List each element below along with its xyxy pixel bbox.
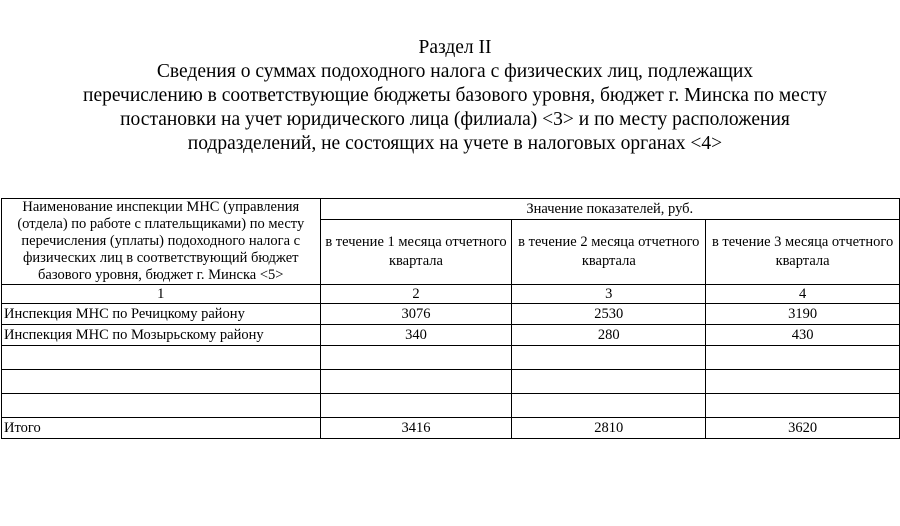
heading-line-2: перечислению в соответствующие бюджеты базового уровня, бюджет г. Минска по месту bbox=[83, 85, 827, 106]
total-row bbox=[2, 418, 900, 439]
section-title: Раздел II bbox=[418, 37, 492, 58]
empty-cell bbox=[512, 394, 706, 418]
total-label: Итого bbox=[2, 418, 321, 439]
empty-cell bbox=[706, 370, 900, 394]
heading-line-4: подразделений, не состоящих на учете в налоговых органах <4> bbox=[187, 133, 723, 154]
row-month-3-value: 3190 bbox=[706, 304, 900, 325]
column-header-month-2: в течение 2 месяца отчетного квартала bbox=[512, 220, 706, 285]
column-number-3: 3 bbox=[512, 285, 706, 304]
section-heading bbox=[0, 36, 900, 156]
table-row bbox=[2, 304, 900, 325]
empty-row bbox=[2, 370, 900, 394]
values-header: Значение показателей, руб. bbox=[320, 199, 899, 220]
total-month-1-value: 3416 bbox=[320, 418, 512, 439]
total-month-2-value: 2810 bbox=[512, 418, 706, 439]
heading-line-1: Сведения о суммах подоходного налога с физических лиц, подлежащих bbox=[156, 61, 754, 82]
empty-cell bbox=[512, 346, 706, 370]
heading-line-3: постановки на учет юридического лица (филиала) <3> и по месту расположения bbox=[120, 109, 790, 130]
empty-cell bbox=[320, 394, 512, 418]
row-month-3-value: 430 bbox=[706, 325, 900, 346]
empty-cell bbox=[706, 394, 900, 418]
empty-cell bbox=[320, 346, 512, 370]
empty-cell bbox=[2, 370, 321, 394]
column-header-month-1: в течение 1 месяца отчетного квартала bbox=[320, 220, 512, 285]
column-number-1: 1 bbox=[2, 285, 321, 304]
empty-row bbox=[2, 394, 900, 418]
column-header-month-3: в течение 3 месяца отчетного квартала bbox=[706, 220, 900, 285]
row-month-2-value: 280 bbox=[512, 325, 706, 346]
name-column-header: Наименование инспекции МНС (управления (отдела) по работе с плательщиками) по месту перечисления (уплаты) подоходного налога с физических лиц в соответствующий бюджет базового уровня, бюджет г. Минска <5> bbox=[2, 199, 321, 285]
empty-cell bbox=[706, 346, 900, 370]
empty-cell bbox=[2, 394, 321, 418]
empty-cell bbox=[2, 346, 321, 370]
column-number-2: 2 bbox=[320, 285, 512, 304]
empty-row bbox=[2, 346, 900, 370]
row-month-2-value: 2530 bbox=[512, 304, 706, 325]
row-month-1-value: 3076 bbox=[320, 304, 512, 325]
empty-cell bbox=[512, 370, 706, 394]
header-row-top bbox=[2, 199, 900, 220]
column-number-4: 4 bbox=[706, 285, 900, 304]
empty-cell bbox=[320, 370, 512, 394]
total-month-3-value: 3620 bbox=[706, 418, 900, 439]
tax-table bbox=[1, 198, 900, 439]
column-numbers-row bbox=[2, 285, 900, 304]
row-name: Инспекция МНС по Мозырьскому району bbox=[2, 325, 321, 346]
row-name: Инспекция МНС по Речицкому району bbox=[2, 304, 321, 325]
table-row bbox=[2, 325, 900, 346]
row-month-1-value: 340 bbox=[320, 325, 512, 346]
